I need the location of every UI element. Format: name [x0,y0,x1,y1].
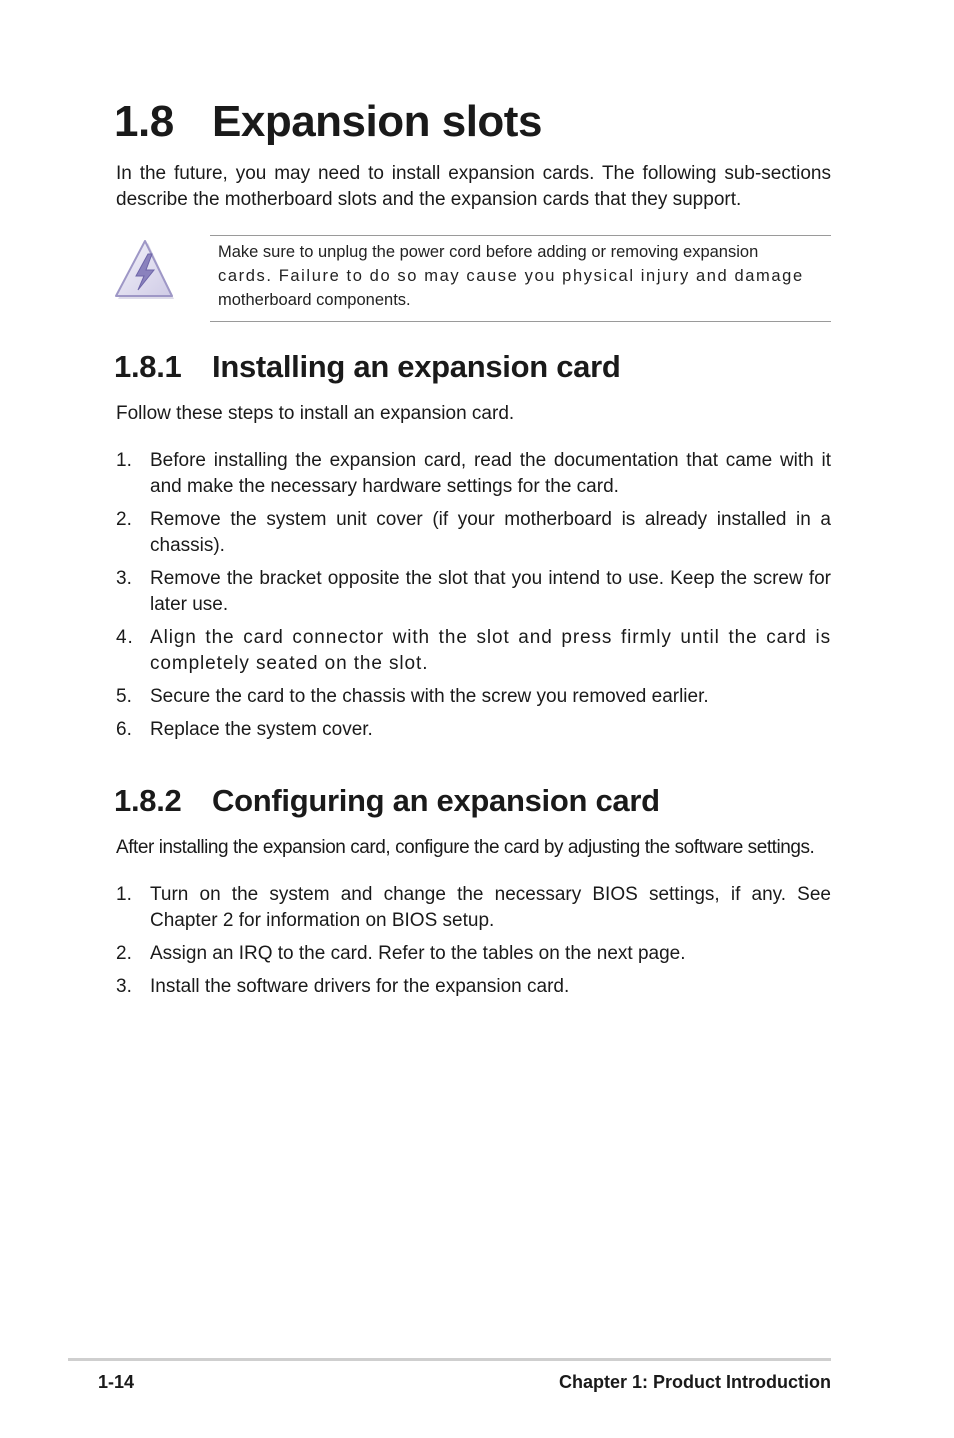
install-steps-list [116,448,831,743]
page-title [114,92,542,152]
step-text: Before installing the expansion card, read the documentation that came with it and make the necessary hardware settings for the card. [150,450,831,497]
subsection-heading-configuring [114,781,660,821]
configure-steps-list [116,882,831,1000]
subsection-intro: After installing the expansion card, configure the card by adjusting the software settings. [116,837,815,858]
subsection-heading-installing [114,347,620,387]
list-item [116,448,831,500]
footer-rule [68,1358,831,1361]
step-text: Remove the bracket opposite the slot that you intend to use. Keep the screw for later use. [150,568,831,615]
step-text: Replace the system cover. [150,719,373,740]
list-item [116,717,831,743]
list-item [116,941,831,967]
list-item [116,625,831,677]
step-text: Secure the card to the chassis with the screw you removed earlier. [150,686,709,707]
step-number: 4. [116,627,134,648]
note-text [218,240,831,312]
warning-triangle-icon [112,240,176,302]
subsection-title: Configuring an expansion card [212,783,660,818]
step-number: 3. [116,976,132,997]
section-title: Expansion slots [212,97,542,146]
note-bottom-rule [210,321,831,322]
subsection-number: 1.8.1 [114,349,182,384]
subsection-number: 1.8.2 [114,783,182,818]
step-number: 3. [116,568,132,589]
step-number: 1. [116,884,132,905]
step-number: 6. [116,719,132,740]
step-text: Install the software drivers for the expansion card. [150,976,570,997]
section-number: 1.8 [114,97,174,146]
page-number: 1-14 [98,1372,135,1392]
chapter-title: Chapter 1: Product Introduction [559,1372,831,1392]
note-line-1: Make sure to unplug the power cord before adding or removing expansion [218,243,759,261]
list-item [116,882,831,934]
list-item [116,974,831,1000]
note-line-2: cards. Failure to do so may cause you physical injury and damage [218,267,804,285]
note-top-rule [210,235,831,236]
step-text: Remove the system unit cover (if your motherboard is already installed in a chassis). [150,509,831,556]
list-item [116,566,831,618]
list-item [116,507,831,559]
step-number: 2. [116,943,132,964]
step-number: 1. [116,450,132,471]
step-number: 5. [116,686,132,707]
step-text: Align the card connector with the slot and press firmly until the card is completely seated on the slot. [150,627,831,674]
step-number: 2. [116,509,132,530]
step-text: Assign an IRQ to the card. Refer to the tables on the next page. [150,943,686,964]
list-item [116,684,831,710]
section-intro: In the future, you may need to install expansion cards. The following sub-sections describe the motherboard slots and the expansion cards that they support. [116,163,831,210]
note-line-3: motherboard components. [218,291,411,309]
subsection-title: Installing an expansion card [212,349,621,384]
subsection-intro: Follow these steps to install an expansion card. [116,403,515,424]
step-text: Turn on the system and change the necessary BIOS settings, if any. See Chapter 2 for information on BIOS setup. [150,884,831,931]
